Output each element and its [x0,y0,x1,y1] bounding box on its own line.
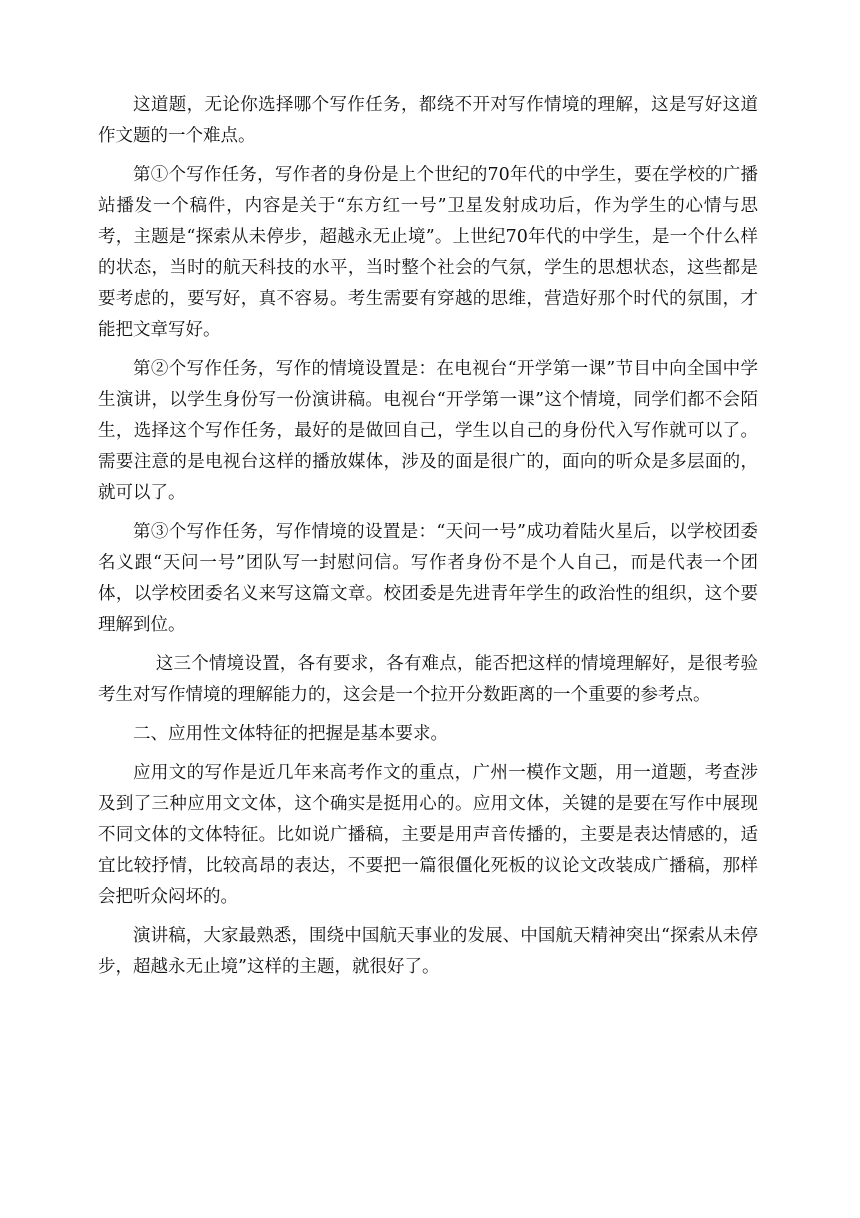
paragraph-speech: 演讲稿，大家最熟悉，围绕中国航天事业的发展、中国航天精神突出“探索从未停步，超越永无止境”这样的主题，就很好了。 [98,926,758,977]
document-body [98,90,758,983]
paragraph-task-2: 第②个写作任务，写作的情境设置是：在电视台“开学第一课”节目中向全国中学生演讲，以学生身份写一份演讲稿。电视台“开学第一课”这个情境，同学们都不会陌生，选择这个写作任务，最好的是做回自己，学生以自己的身份代入写作就可以了。需要注意的是电视台这样的播放媒体，涉及的面是很广的，面向的听众是多层面的，就可以了。 [98,359,758,503]
paragraph-summary: 这三个情境设置，各有要求，各有难点，能否把这样的情境理解好，是很考验考生对写作情境的理解能力的，这会是一个拉开分数距离的一个重要的参考点。 [98,654,758,705]
section-heading-2: 二、应用性文体特征的把握是基本要求。 [133,724,448,744]
paragraph-intro: 这道题，无论你选择哪个写作任务，都绕不开对写作情境的理解，这是写好这道作文题的一个难点。 [98,95,758,146]
paragraph-task-1: 第①个写作任务，写作者的身份是上个世纪的70年代的中学生，要在学校的广播站播发一个稿件，内容是关于“东方红一号”卫星发射成功后，作为学生的心情与思考，主题是“探索从未停步，超越永无止境”。上世纪70年代的中学生，是一个什么样的状态，当时的航天科技的水平，当时整个社会的气氛，学生的思想状态，这些都是要考虑的，要写好，真不容易。考生需要有穿越的思维，营造好那个时代的氛围，才能把文章写好。 [98,165,758,340]
paragraph-applied-writing: 应用文的写作是近几年来高考作文的重点，广州一模作文题，用一道题，考查涉及到了三种应用文文体，这个确实是挺用心的。应用文体，关键的是要在写作中展现不同文体的文体特征。比如说广播稿，主要是用声音传播的，主要是表达情感的，适宜比较抒情，比较高昂的表达，不要把一篇很僵化死板的议论文改装成广播稿，那样会把听众闷坏的。 [98,763,758,907]
paragraph-task-3: 第③个写作任务，写作情境的设置是：“天问一号”成功着陆火星后，以学校团委名义跟“天问一号”团队写一封慰问信。写作者身份不是个人自己，而是代表一个团体，以学校团委名义来写这篇文章。校团委是先进青年学生的政治性的组织，这个要理解到位。 [98,522,758,635]
